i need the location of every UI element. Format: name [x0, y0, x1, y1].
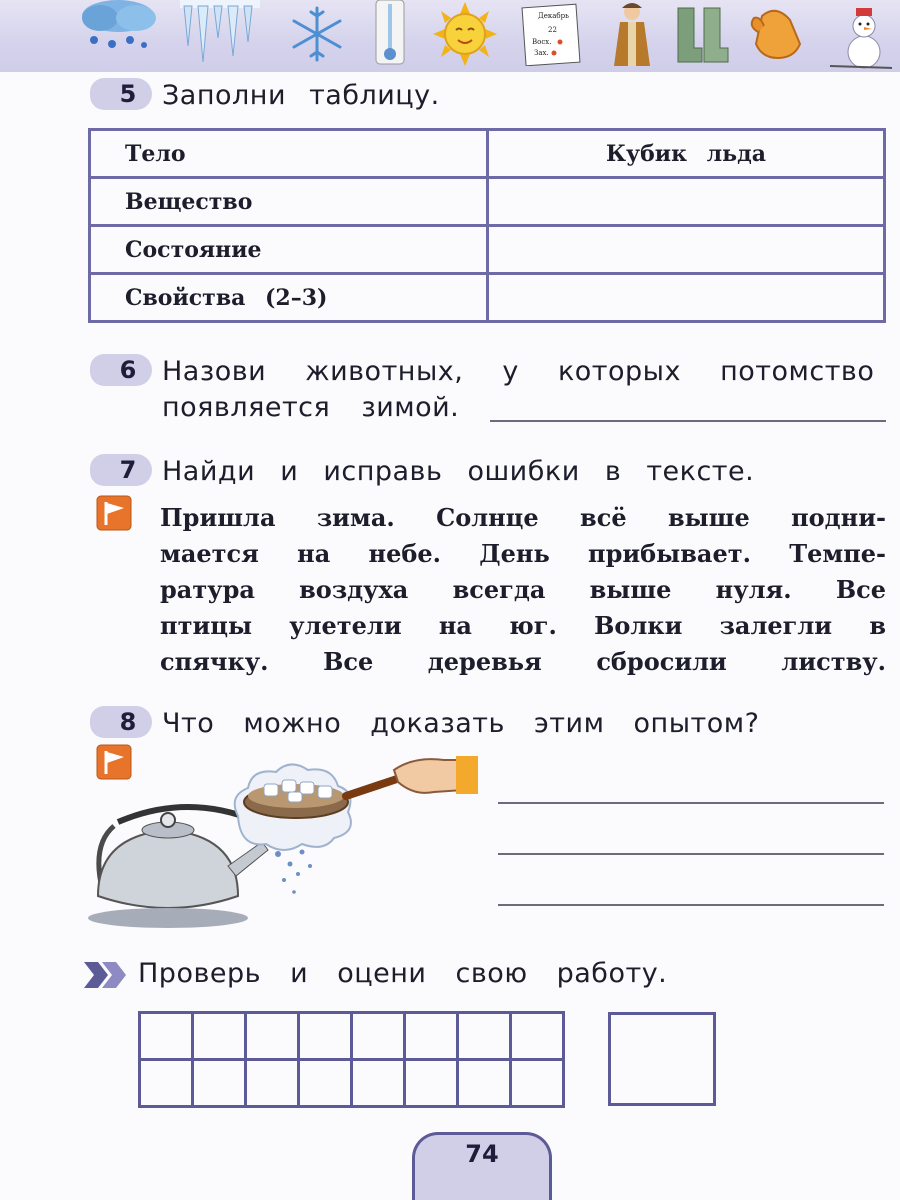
task-number-badge: 8	[90, 706, 152, 738]
double-chevron-icon	[84, 962, 130, 988]
grid-cell[interactable]	[193, 1060, 246, 1107]
table-label-cell: Вещество	[90, 178, 488, 226]
paragraph-line: спячку. Все деревья сбросили листву.	[160, 647, 886, 676]
task-6-instruction-line2: появляется зимой.	[162, 392, 460, 423]
paragraph-line: птицы улетели на юг. Волки залегли в	[160, 611, 886, 640]
svg-text:Зах.: Зах.	[534, 49, 549, 57]
task-number-badge: 6	[90, 354, 152, 386]
svg-text:Восх.: Восх.	[532, 38, 552, 46]
table-answer-cell[interactable]	[488, 226, 885, 274]
grade-box[interactable]	[608, 1012, 716, 1106]
grid-cell[interactable]	[299, 1013, 352, 1060]
kettle-experiment-illustration	[78, 756, 478, 936]
table-row	[90, 226, 885, 274]
grid-cell[interactable]	[140, 1060, 193, 1107]
task-7-instruction: Найди и исправь ошибки в тексте.	[162, 456, 755, 487]
task-number-badge: 5	[90, 78, 152, 110]
self-assessment-grid	[138, 1011, 565, 1108]
answer-line[interactable]	[490, 420, 886, 422]
felt-boots-icon	[672, 6, 732, 64]
answer-line[interactable]	[498, 904, 884, 906]
table-header-cell: Тело	[90, 130, 488, 178]
paragraph-line: ратура воздуха всегда выше нуля. Все	[160, 575, 886, 604]
grid-cell[interactable]	[511, 1013, 564, 1060]
icicles-icon	[180, 0, 260, 66]
table-row	[90, 274, 885, 322]
table-header-cell: Кубик льда	[488, 130, 885, 178]
grid-cell[interactable]	[458, 1060, 511, 1107]
table-label-cell: Состояние	[90, 226, 488, 274]
table-label-cell: Свойства (2–3)	[90, 274, 488, 322]
table-row	[90, 130, 885, 178]
grid-cell[interactable]	[511, 1060, 564, 1107]
task-8-instruction: Что можно доказать этим опытом?	[162, 708, 760, 739]
answer-line[interactable]	[498, 802, 884, 804]
fill-in-table	[88, 128, 886, 323]
flag-icon	[96, 495, 132, 531]
grid-cell[interactable]	[193, 1013, 246, 1060]
grid-cell[interactable]	[246, 1060, 299, 1107]
snow-cloud-icon	[78, 0, 160, 48]
winter-figure-icon	[608, 0, 656, 70]
page-number: 74	[465, 1140, 499, 1168]
paragraph-line: мается на небе. День прибывает. Темпе-	[160, 539, 886, 568]
task-number-badge: 7	[90, 454, 152, 486]
table-answer-cell[interactable]	[488, 178, 885, 226]
text-with-errors	[160, 500, 886, 680]
svg-text:22: 22	[548, 26, 557, 34]
task-6-instruction-line1: Назови животных, у которых потомство	[162, 356, 875, 387]
header-strip	[0, 0, 900, 72]
snowflake-icon	[282, 4, 352, 64]
svg-text:Декабрь: Декабрь	[538, 12, 569, 20]
thermometer-icon	[368, 0, 412, 66]
grid-cell[interactable]	[246, 1013, 299, 1060]
task-5-instruction: Заполни таблицу.	[162, 80, 440, 111]
mitten-icon	[748, 6, 810, 62]
sun-icon	[430, 2, 500, 66]
snowman-icon	[826, 0, 896, 70]
grid-cell[interactable]	[405, 1013, 458, 1060]
self-check-instruction: Проверь и оцени свою работу.	[138, 958, 668, 989]
paragraph-line: Пришла зима. Солнце всё выше подни-	[160, 503, 886, 532]
grid-cell[interactable]	[140, 1013, 193, 1060]
calendar-icon	[518, 2, 590, 66]
table-answer-cell[interactable]	[488, 274, 885, 322]
grid-cell[interactable]	[352, 1060, 405, 1107]
grid-cell[interactable]	[405, 1060, 458, 1107]
grid-cell[interactable]	[458, 1013, 511, 1060]
answer-line[interactable]	[498, 853, 884, 855]
grid-cell[interactable]	[299, 1060, 352, 1107]
grid-cell[interactable]	[352, 1013, 405, 1060]
table-row	[90, 178, 885, 226]
